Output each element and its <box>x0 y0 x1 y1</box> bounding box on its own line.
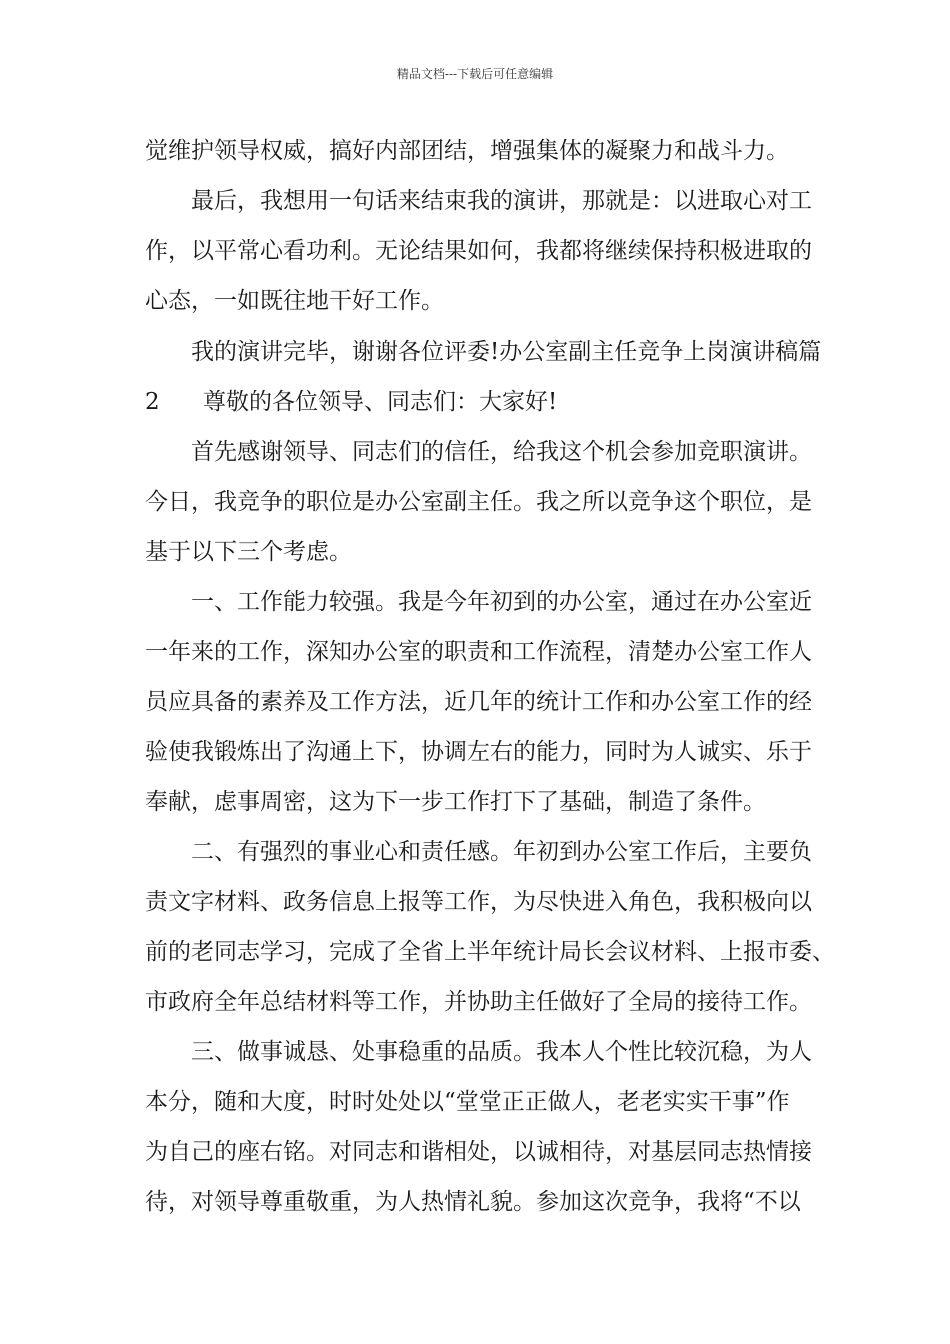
paragraph-line: 验使我锻炼出了沟通上下，协调左右的能力，同时为人诚实、乐于 <box>145 739 812 765</box>
paragraph-line: 责文字材料、政务信息上报等工作，为尽快进入角色，我积极向以 <box>145 889 812 915</box>
paragraph-line: 今日，我竞争的职位是办公室副主任。我之所以竞争这个职位，是 <box>145 489 812 515</box>
paragraph-line: 最后，我想用一句话来结束我的演讲，那就是：以进取心对工 <box>191 188 812 214</box>
page-header: 精品文档---下载后可任意编辑 <box>396 67 554 81</box>
paragraph-line: 为自己的座右铭。对同志和谐相处，以诚相待，对基层同志热情接 <box>145 1139 812 1165</box>
paragraph-line: 基于以下三个考虑。 <box>145 539 352 565</box>
paragraph-line: 一、工作能力较强。我是今年初到的办公室，通过在办公室近 <box>191 589 812 615</box>
section-number: 2 <box>145 389 160 415</box>
paragraph-line: 觉维护领导权威，搞好内部团结，增强集体的凝聚力和战斗力。 <box>145 138 789 164</box>
paragraph-line: 市政府全年总结材料等工作，并协助主任做好了全局的接待工作。 <box>145 989 812 1015</box>
paragraph-line: 二、有强烈的事业心和责任感。年初到办公室工作后，主要负 <box>191 839 812 865</box>
paragraph-line: 心态，一如既往地干好工作。 <box>145 288 444 314</box>
paragraph-line: 待，对领导尊重敬重，为人热情礼貌。参加这次竞争，我将“不以 <box>145 1189 801 1215</box>
paragraph-line: 首先感谢领导、同志们的信任，给我这个机会参加竞职演讲。 <box>191 439 812 465</box>
paragraph-line: 一年来的工作，深知办公室的职责和工作流程，清楚办公室工作人 <box>145 639 812 665</box>
paragraph-line: 三、做事诚恳、处事稳重的品质。我本人个性比较沉稳，为人 <box>191 1039 812 1065</box>
paragraph-line: 本分，随和大度，时时处处以“堂堂正正做人，老老实实干事”作 <box>145 1089 790 1115</box>
paragraph-line: 前的老同志学习，完成了全省上半年统计局长会议材料、上报市委、 <box>145 939 835 965</box>
paragraph-line: 员应具备的素养及工作方法，近几年的统计工作和办公室工作的经 <box>145 689 812 715</box>
paragraph-line: 我的演讲完毕，谢谢各位评委!办公室副主任竞争上岗演讲稿篇 <box>191 339 822 365</box>
paragraph-line: 作，以平常心看功利。无论结果如何，我都将继续保持积极进取的 <box>145 238 812 264</box>
paragraph-line: 奉献，虑事周密，这为下一步工作打下了基础，制造了条件。 <box>145 789 766 815</box>
paragraph-line: 尊敬的各位领导、同志们：大家好! <box>203 389 558 415</box>
